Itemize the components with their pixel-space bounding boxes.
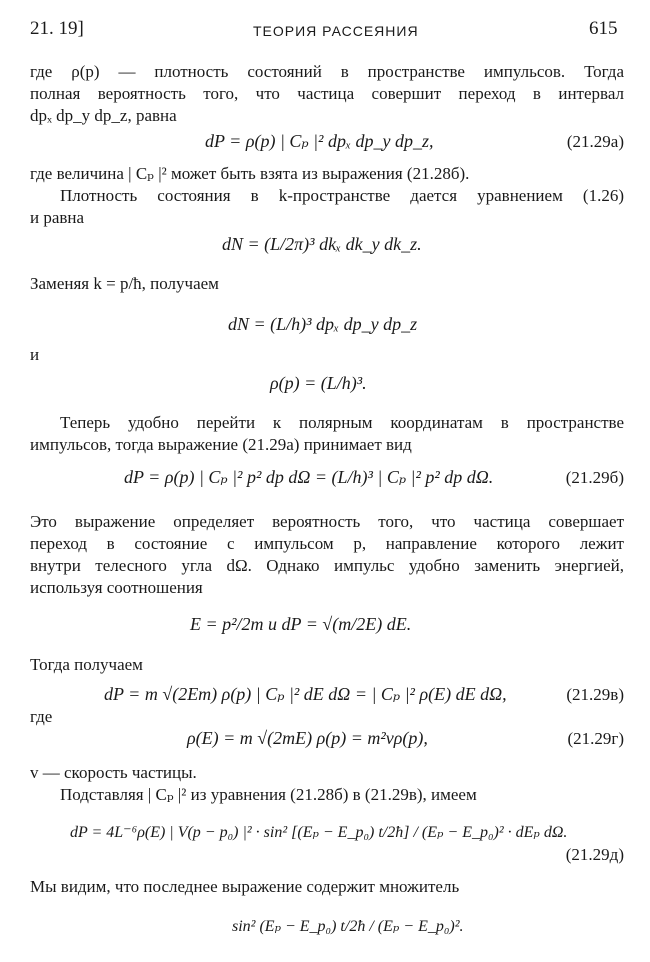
text-line: Мы видим, что последнее выражение содержит множитель (30, 877, 460, 896)
text-line: используя соотношения (30, 578, 203, 597)
text-line: Заменяя k = p/ħ, получаем (30, 274, 219, 293)
text-line: Подставляя | Cₚ |² из уравнения (21.28б) в (21.29в), имеем (60, 785, 477, 804)
equation-energy: E = p²/2m и dP = √(m/2E) dE. (190, 614, 412, 634)
equation-number: (21.29б) (565, 468, 624, 487)
equation-number: (21.29д) (565, 845, 624, 864)
text-line: где величина | Cₚ |² может быть взята из выражения (21.28б). (30, 164, 470, 183)
text-line: переход в состояние с импульсом p, направление которого лежит (30, 534, 624, 553)
equation-21-29g: ρ(E) = m √(2mE) ρ(p) = m²vρ(p), (187, 728, 428, 748)
text-line: Это выражение определяет вероятность того, что частица совершает (30, 512, 624, 531)
text-line: Тогда получаем (30, 655, 143, 674)
running-title: ТЕОРИЯ РАССЕЯНИЯ (253, 23, 419, 39)
text-line: и (30, 345, 40, 364)
text-line: где (30, 707, 53, 726)
equation-number: (21.29а) (566, 132, 624, 151)
equation-sin-factor: sin² (Eₚ − E_p₀) t/2ħ / (Eₚ − E_p₀)². (232, 918, 464, 935)
text-line: Теперь удобно перейти к полярным координатам в пространстве (60, 413, 624, 432)
page-number: 615 (589, 18, 618, 39)
text-line: и равна (30, 208, 85, 227)
text-line: где ρ(p) — плотность состояний в пространстве импульсов. Тогда (30, 62, 624, 81)
equation-dN-p: dN = (L/h)³ dpₓ dp_y dp_z (228, 314, 418, 334)
text-line: импульсов, тогда выражение (21.29а) принимает вид (30, 435, 412, 454)
text-line: внутри телесного угла dΩ. Однако импульс удобно заменить энергией, (30, 556, 624, 575)
equation-number: (21.29в) (566, 685, 624, 704)
equation-21-29b: dP = ρ(p) | Cₚ |² p² dp dΩ = (L/h)³ | Cₚ |² p² dp dΩ. (124, 467, 494, 487)
equation-dN-k: dN = (L/2π)³ dkₓ dk_y dk_z. (222, 234, 422, 254)
equation-21-29d: dP = 4L⁻⁶ρ(E) | V(p − p₀) |² · sin² [(Eₚ − E_p₀) t/2ħ] / (Eₚ − E_p₀)² · dEₚ dΩ. (70, 824, 568, 841)
text-line: Плотность состояния в k-пространстве дается уравнением (1.26) (60, 186, 624, 205)
equation-21-29v: dP = m √(2Em) ρ(p) | Cₚ |² dE dΩ = | Cₚ |² ρ(E) dE dΩ, (104, 684, 507, 704)
text-line: полная вероятность того, что частица совершит переход в интервал (30, 84, 624, 103)
equation-rho-p: ρ(p) = (L/h)³. (270, 373, 367, 393)
text-line: v — скорость частицы. (30, 763, 197, 782)
equation-21-29a: dP = ρ(p) | Cₚ |² dpₓ dp_y dp_z, (205, 131, 434, 151)
equation-number: (21.29г) (567, 729, 624, 748)
text-line: dpₓ dp_y dp_z, равна (30, 106, 177, 125)
section-number: 21. 19] (30, 18, 84, 39)
